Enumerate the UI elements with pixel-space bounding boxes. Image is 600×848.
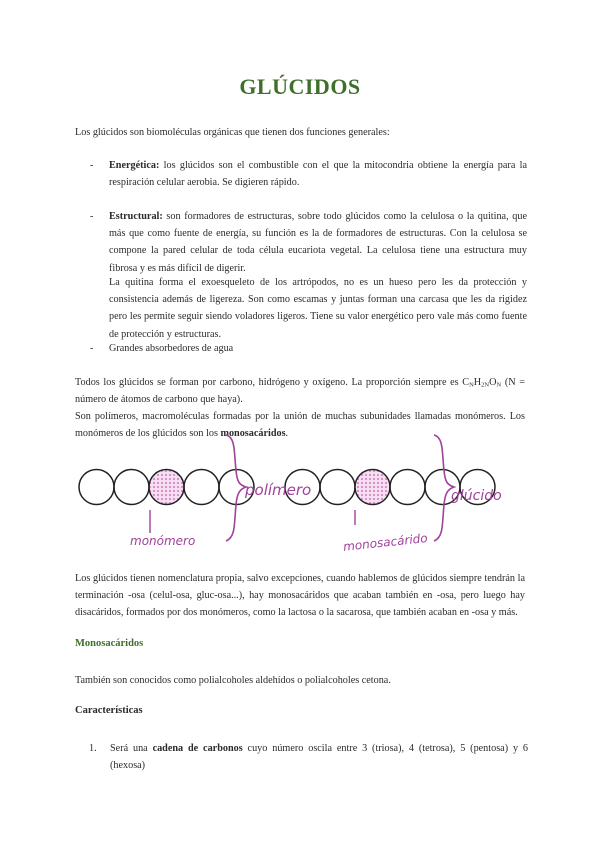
bullet-text: los glúcidos son el combustible con el que la mitocondria obtiene la energía para la respiración celular aerobia. Se digieren rápido. bbox=[109, 160, 527, 189]
bullet-absorbedores: Grandes absorbedores de agua bbox=[109, 343, 234, 354]
glucido-label: glúcido bbox=[451, 488, 502, 504]
bullet-dash: - bbox=[90, 160, 94, 171]
polimeros-paragraph: Son polímeros, macromoléculas formadas por la unión de muchas subunidades llamadas monómeros. Los monómeros de los glúcidos son los monosacáridos. bbox=[75, 411, 525, 439]
bullet-estructural bbox=[109, 208, 527, 277]
polymer-diagram bbox=[0, 425, 600, 575]
bullet-text: son formadores de estructuras, sobre todo glúcidos como la celulosa o la quitina, que más que como fuente de energía, su función es la de formadores de estructuras. Con la celulosa se compone la pared celular de toda célula eucariota vegetal. La celulosa tiene una estructura muy fibrosa y es más difícil de digerir. bbox=[109, 211, 527, 274]
polymer-chain bbox=[79, 470, 254, 505]
intro-paragraph: Los glúcidos son biomoléculas orgánicas que tienen dos funciones generales: bbox=[75, 127, 390, 138]
monosacaridos-paragraph: También son conocidos como polialcoholes aldehídos o polialcoholes cetona. bbox=[75, 675, 391, 686]
bullet-estructural-continuation: La quitina forma el exoesqueleto de los artrópodos, no es un hueso pero les da protección y consistencia además de ligereza. Son como escamas y juntas forman una carcasa que les da rigidez pero les permite seguir siendo voladores ligeros. Tiene su valor energético pero vale más como fuente de protección y estructuras. bbox=[109, 277, 527, 340]
list-item: Será una cadena de carbonos cuyo número oscila entre 3 (triosa), 4 (tetrosa), 5 (pentosa) y 6 (hexosa) bbox=[110, 743, 529, 771]
polimero-label: polímero bbox=[245, 481, 312, 499]
monomer-circle bbox=[184, 470, 219, 505]
monomer-circle bbox=[79, 470, 114, 505]
formula-paragraph: Todos los glúcidos se forman por carbono, hidrógeno y oxígeno. La proporción siempre es $C_NH_{2N}O_N$ (N = número de átomos de carbono que haya). bbox=[75, 377, 525, 405]
bullet-energetica bbox=[109, 157, 527, 191]
monomer-circle-highlighted bbox=[149, 470, 184, 505]
nomenclatura-paragraph: Los glúcidos tienen nomenclatura propia, salvo excepciones, cuando hablemos de glúcidos siempre tendrán la terminación -osa (celul-osa, gluc-osa...), hay monosacáridos que acaban también en -osa, pero luego hay disacáridos, formados por dos monómeros, como la lactosa o la sacarosa, que también acaban en -osa y más. bbox=[75, 573, 525, 618]
list-number: 1. bbox=[89, 743, 97, 754]
monomero-label: monómero bbox=[130, 534, 196, 548]
bullet-term: Energética: bbox=[109, 160, 160, 171]
monomer-circle bbox=[114, 470, 149, 505]
page-title: GLÚCIDOS bbox=[239, 74, 361, 99]
polymer-brace bbox=[226, 435, 246, 541]
bullet-dash: - bbox=[90, 343, 94, 354]
monomer-circle bbox=[320, 470, 355, 505]
monosacarido-label: monosacárido bbox=[342, 531, 429, 554]
bullet-dash: - bbox=[90, 211, 94, 222]
caracteristicas-heading: Características bbox=[75, 705, 143, 716]
monomer-circle-highlighted bbox=[355, 470, 390, 505]
monomer-circle bbox=[390, 470, 425, 505]
monosacaridos-heading: Monosacáridos bbox=[75, 638, 144, 649]
bullet-term: Estructural: bbox=[109, 211, 163, 222]
